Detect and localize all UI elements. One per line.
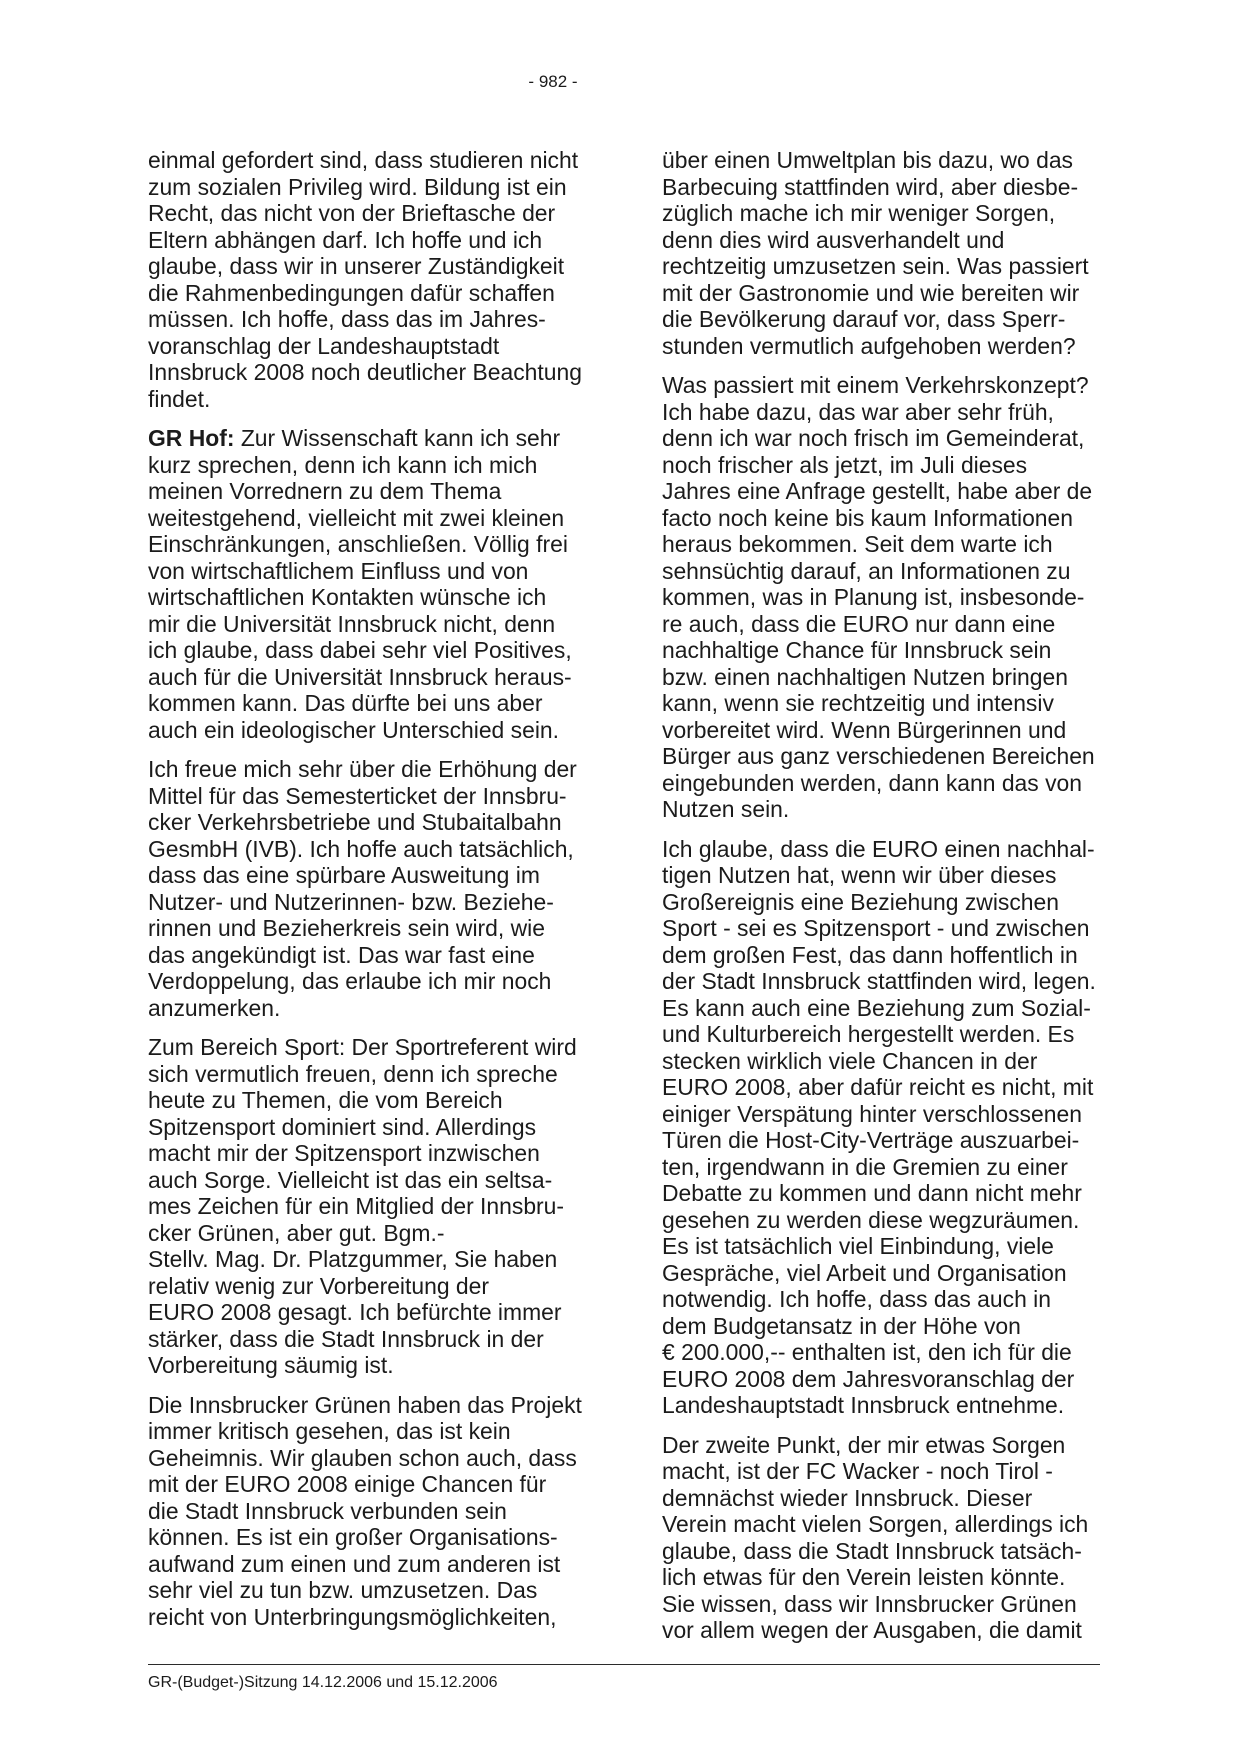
text-line: ich glaube, dass dabei sehr viel Positives,	[148, 637, 572, 663]
text-line: cker Verkehrsbetriebe und Stubaitalbahn	[148, 809, 562, 835]
text-line: eingebunden werden, dann kann das von	[662, 769, 1083, 796]
text-line: € 200.000,-- enthalten ist, den ich für die	[662, 1339, 1072, 1365]
paragraph	[148, 1392, 618, 1631]
text-line: auch Sorge. Vielleicht ist das ein seltsa-	[148, 1166, 553, 1193]
text-line: züglich mache ich mir weniger Sorgen,	[662, 200, 1056, 226]
text-line: Spitzensport dominiert sind. Allerdings	[148, 1113, 537, 1140]
text-line: Recht, das nicht von der Brieftasche der	[148, 200, 556, 226]
text-line: Der zweite Punkt, der mir etwas Sorgen	[662, 1431, 1066, 1458]
text-line: lich etwas für den Verein leisten könnte.	[662, 1564, 1066, 1590]
text-line: kommen kann. Das dürfte bei uns aber	[148, 690, 543, 716]
text-line: mit der Gastronomie und wie bereiten wir	[662, 279, 1080, 306]
paragraph	[148, 1034, 618, 1379]
text-line: Debatte zu kommen und dann nicht mehr	[662, 1180, 1082, 1206]
text-line: EURO 2008 dem Jahresvoranschlag der	[662, 1365, 1075, 1392]
text-line: Türen die Host-City-Verträge auszuarbei-	[662, 1127, 1080, 1153]
text-line: mit der EURO 2008 einige Chancen für	[148, 1471, 547, 1497]
text-line: mes Zeichen für ein Mitglied der Innsbru-	[148, 1193, 565, 1219]
text-line: Bürger aus ganz verschiedenen Bereichen	[662, 743, 1095, 769]
text-line: weitestgehend, vielleicht mit zwei kleinen	[148, 504, 565, 531]
text-line: Ich glaube, dass die EURO einen nachhal-	[662, 835, 1095, 862]
text-line: macht, ist der FC Wacker - noch Tirol -	[662, 1458, 1053, 1484]
text-line: auch ein ideologischer Unterschied sein.	[148, 716, 560, 743]
text-line: Eltern abhängen darf. Ich hoffe und ich	[148, 226, 543, 253]
text-line: einiger Verspätung hinter verschlossenen	[662, 1100, 1082, 1127]
footer-rule	[148, 1664, 1100, 1665]
text-line: die Stadt Innsbruck verbunden sein	[148, 1497, 507, 1524]
text-line: die Bevölkerung darauf vor, dass Sperr-	[662, 306, 1066, 332]
footer-text: GR-(Budget-)Sitzung 14.12.2006 und 15.12.2006	[148, 1674, 498, 1691]
paragraph	[148, 756, 618, 1021]
left-column	[148, 147, 618, 1630]
speaker-name: GR Hof:	[148, 425, 235, 451]
text-line: Nutzer- und Nutzerinnen- bzw. Beziehe-	[148, 888, 554, 915]
text-line: re auch, dass die EURO nur dann eine	[662, 610, 1056, 637]
paragraph	[662, 147, 1132, 359]
text-line: tigen Nutzen hat, wenn wir über dieses	[662, 862, 1057, 888]
text-line: bzw. einen nachhaltigen Nutzen bringen	[662, 663, 1068, 690]
text-line: Es ist tatsächlich viel Einbindung, viele	[662, 1233, 1054, 1259]
text-line: Einschränkungen, anschließen. Völlig frei	[148, 531, 568, 557]
text-line: Jahres eine Anfrage gestellt, habe aber de	[662, 478, 1093, 504]
text-line: cker Grünen, aber gut. Bgm.-	[148, 1219, 445, 1246]
text-line: stärker, dass die Stadt Innsbruck in der	[148, 1325, 544, 1352]
text-line: findet.	[148, 385, 211, 412]
text-line: das angekündigt ist. Das war fast eine	[148, 941, 535, 968]
text-line: notwendig. Ich hoffe, dass das auch in	[662, 1286, 1051, 1312]
text-line: Sie wissen, dass wir Innsbrucker Grünen	[662, 1590, 1077, 1617]
text-line: gesehen zu werden diese wegzuräumen.	[662, 1206, 1080, 1233]
text-line: reicht von Unterbringungsmöglichkeiten,	[148, 1603, 557, 1630]
page-number: - 982 -	[528, 72, 578, 91]
text-line: sehnsüchtig darauf, an Informationen zu	[662, 557, 1071, 584]
text-line: stecken wirklich viele Chancen in der	[662, 1047, 1038, 1074]
text-line: glaube, dass wir in unserer Zuständigkeit	[148, 253, 565, 279]
text-line: nachhaltige Chance für Innsbruck sein	[662, 637, 1052, 663]
text-line: EURO 2008, aber dafür reicht es nicht, mit	[662, 1074, 1094, 1100]
text-line: Stellv. Mag. Dr. Platzgummer, Sie haben	[148, 1246, 558, 1272]
text-line: anzumerken.	[148, 994, 281, 1021]
text-line: denn ich war noch frisch im Gemeinderat,	[662, 425, 1085, 451]
text-line: sehr viel zu tun bzw. umzusetzen. Das	[148, 1577, 538, 1603]
text-line: Nutzen sein.	[662, 796, 790, 822]
text-line: immer kritisch gesehen, das ist kein	[148, 1418, 511, 1444]
text-line	[148, 425, 618, 452]
text-line: denn dies wird ausverhandelt und	[662, 226, 1005, 253]
text-line-content: Zur Wissenschaft kann ich sehr	[240, 425, 561, 451]
text-line: und Kulturbereich hergestellt werden. Es	[662, 1021, 1075, 1047]
text-line: können. Es ist ein großer Organisations-	[148, 1524, 558, 1550]
text-line: demnächst wieder Innsbruck. Dieser	[662, 1484, 1033, 1511]
text-line: ten, irgendwann in die Gremien zu einer	[662, 1153, 1068, 1180]
text-line: rinnen und Bezieherkreis sein wird, wie	[148, 915, 545, 941]
text-line: müssen. Ich hoffe, dass das im Jahres-	[148, 306, 546, 332]
text-line: Sport - sei es Spitzensport - und zwischen	[662, 915, 1090, 941]
text-line: Geheimnis. Wir glauben schon auch, dass	[148, 1444, 577, 1471]
paragraph	[148, 425, 618, 743]
text-line: relativ wenig zur Vorbereitung der	[148, 1272, 490, 1299]
text-line: Die Innsbrucker Grünen haben das Projekt	[148, 1391, 582, 1418]
right-column	[662, 147, 1132, 1644]
text-line: Gespräche, viel Arbeit und Organisation	[662, 1259, 1067, 1286]
text-line: Was passiert mit einem Verkehrskonzept?	[662, 372, 1089, 398]
text-line: meinen Vorrednern zu dem Thema	[148, 478, 502, 504]
text-line: zum sozialen Privileg wird. Bildung ist ein	[148, 173, 567, 200]
text-line: dem großen Fest, das dann hoffentlich in	[662, 941, 1078, 968]
text-line: Verdoppelung, das erlaube ich mir noch	[148, 968, 552, 994]
text-line: Barbecuing stattfinden wird, aber diesbe-	[662, 173, 1079, 200]
text-line: Es kann auch eine Beziehung zum Sozial-	[662, 994, 1091, 1021]
text-line: macht mir der Spitzensport inzwischen	[148, 1140, 540, 1166]
text-line: Landeshauptstadt Innsbruck entnehme.	[662, 1392, 1065, 1418]
text-line: vor allem wegen der Ausgaben, die damit	[662, 1617, 1082, 1643]
text-line: EURO 2008 gesagt. Ich befürchte immer	[148, 1299, 562, 1325]
text-line: kommen, was in Planung ist, insbesonde-	[662, 584, 1085, 610]
text-line: Zum Bereich Sport: Der Sportreferent wird	[148, 1034, 577, 1060]
text-line: Ich freue mich sehr über die Erhöhung der	[148, 756, 577, 782]
text-line: Großereignis eine Beziehung zwischen	[662, 888, 1059, 915]
text-line: Vorbereitung säumig ist.	[148, 1352, 394, 1378]
text-line: mir die Universität Innsbruck nicht, denn	[148, 610, 556, 637]
paragraph	[662, 1432, 1132, 1644]
text-line: glaube, dass die Stadt Innsbruck tatsäch-	[662, 1537, 1082, 1564]
text-line: Mittel für das Semesterticket der Innsbru-	[148, 782, 567, 809]
text-line: wirtschaftlichen Kontakten wünsche ich	[148, 584, 547, 610]
text-line: rechtzeitig umzusetzen sein. Was passiert	[662, 253, 1089, 279]
text-line: stunden vermutlich aufgehoben werden?	[662, 332, 1076, 359]
text-line: kann, wenn sie rechtzeitig und intensiv	[662, 690, 1054, 716]
paragraph	[662, 836, 1132, 1419]
text-line: facto noch keine bis kaum Informationen	[662, 504, 1073, 531]
text-line: der Stadt Innsbruck stattfinden wird, legen.	[662, 968, 1096, 994]
paragraph	[148, 147, 618, 412]
text-line: heraus bekommen. Seit dem warte ich	[662, 531, 1053, 557]
text-line: aufwand zum einen und zum anderen ist	[148, 1550, 561, 1577]
text-line: Ich habe dazu, das war aber sehr früh,	[662, 398, 1054, 425]
text-line: GesmbH (IVB). Ich hoffe auch tatsächlich,	[148, 835, 574, 862]
text-line: von wirtschaftlichem Einfluss und von	[148, 557, 529, 584]
text-line: kurz sprechen, denn ich kann ich mich	[148, 451, 538, 478]
text-line: dem Budgetansatz in der Höhe von	[662, 1312, 1021, 1339]
text-line: einmal gefordert sind, dass studieren nicht	[148, 147, 579, 173]
text-line: Innsbruck 2008 noch deutlicher Beachtung	[148, 359, 582, 385]
text-line: voranschlag der Landeshauptstadt	[148, 332, 500, 359]
text-line: dass das eine spürbare Ausweitung im	[148, 862, 540, 888]
text-line: Verein macht vielen Sorgen, allerdings ich	[662, 1511, 1089, 1537]
text-line: sich vermutlich freuen, denn ich spreche	[148, 1060, 558, 1087]
text-line: die Rahmenbedingungen dafür schaffen	[148, 279, 555, 306]
text-line: heute zu Themen, die vom Bereich	[148, 1087, 503, 1113]
text-line: noch frischer als jetzt, im Juli dieses	[662, 451, 1028, 478]
text-line: über einen Umweltplan bis dazu, wo das	[662, 147, 1073, 173]
text-line: auch für die Universität Innsbruck heraus-	[148, 663, 572, 690]
text-line: vorbereitet wird. Wenn Bürgerinnen und	[662, 716, 1067, 743]
paragraph	[662, 372, 1132, 823]
